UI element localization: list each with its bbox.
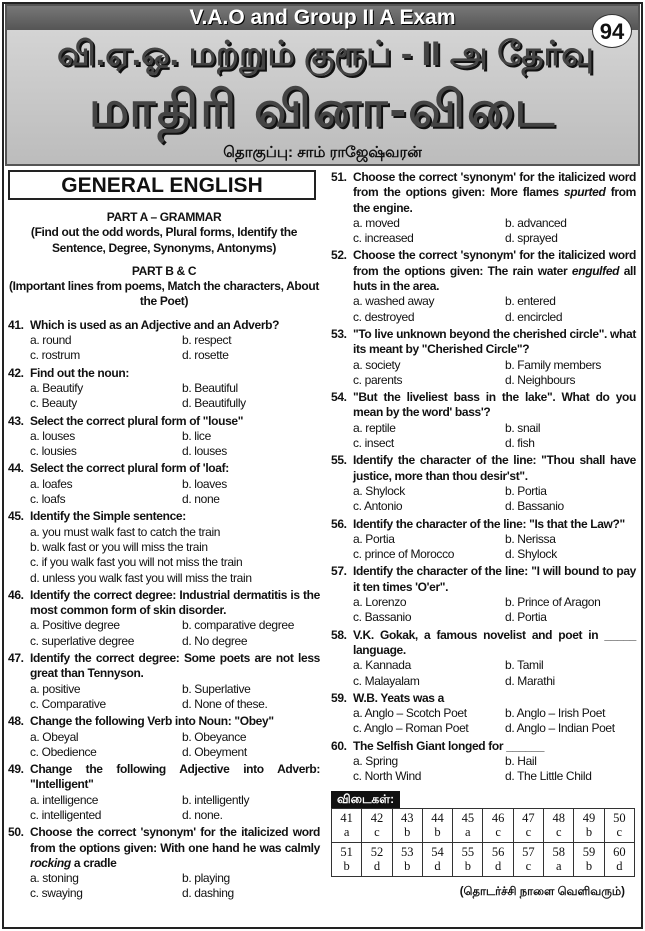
answer-cell <box>544 842 574 876</box>
question-item <box>8 762 320 823</box>
part-bc-heading <box>8 264 320 310</box>
answer-table <box>331 808 635 877</box>
question-body <box>353 327 636 358</box>
question-text <box>331 390 636 421</box>
option: c. swaying <box>30 886 83 901</box>
option: b. Beautiful <box>182 380 238 395</box>
option: b. playing <box>182 871 230 886</box>
question-number: 47. <box>8 651 24 666</box>
question-number: 57. <box>331 564 347 579</box>
question-body <box>30 714 320 729</box>
question-number: 42. <box>8 365 24 380</box>
part-a-heading <box>8 210 320 256</box>
question-number: 58. <box>331 627 347 642</box>
option: a. Kannada <box>353 658 411 673</box>
question-stem: Select the correct plural form of "louse" <box>30 413 244 428</box>
options <box>8 429 320 460</box>
question-stem: Choose the correct 'synonym' for the italicized word from the options given: With one hand he was calmly <box>30 825 320 855</box>
question-list-right <box>331 170 636 785</box>
options <box>331 294 636 325</box>
question-item <box>331 739 636 785</box>
answer-number: 58 <box>552 845 565 860</box>
italic-word: rocking <box>30 855 71 870</box>
answer-letter: b <box>404 825 411 840</box>
option: c. Anglo – Roman Poet <box>353 721 469 736</box>
option: a. positive <box>30 681 81 696</box>
question-text <box>331 517 636 532</box>
question-stem: Change the following Adjective into Adverb: "Intelligent" <box>30 762 320 792</box>
options <box>331 484 636 515</box>
question-item <box>331 170 636 246</box>
option: c. intelligented <box>30 807 102 822</box>
question-stem: "But the liveliest bass in the lake". What do you mean by the word' bass'? <box>353 390 636 420</box>
option: b. respect <box>182 333 232 348</box>
question-body <box>30 509 320 524</box>
answer-letter: d <box>373 859 381 874</box>
answer-number: 44 <box>431 811 444 826</box>
question-body <box>30 318 320 333</box>
options <box>331 754 636 785</box>
question-number: 46. <box>8 587 24 602</box>
answer-cell <box>513 808 543 842</box>
tamil-model-qa-title: மாதிரி வினா-விடை <box>88 81 557 137</box>
answer-number: 49 <box>582 811 596 826</box>
question-item <box>331 248 636 324</box>
answer-number: 41 <box>340 811 353 826</box>
question-stem: The Selfish Giant longed for ______ <box>353 738 545 753</box>
question-item <box>8 825 320 901</box>
option: a. reptile <box>353 420 396 435</box>
question-number: 53. <box>331 326 347 341</box>
question-text <box>8 714 320 729</box>
answer-cell <box>574 842 604 876</box>
answer-number: 57 <box>522 845 535 860</box>
option: a. intelligence <box>30 792 99 807</box>
option: d. Beautifully <box>182 396 246 411</box>
answer-cell <box>544 808 574 842</box>
answer-cell <box>392 808 422 842</box>
options <box>8 381 320 412</box>
question-text <box>8 414 320 429</box>
question-stem: Select the correct plural form of 'loaf: <box>30 461 229 476</box>
answer-key-label: விடைகள்: <box>331 791 400 808</box>
option: b. Tamil <box>505 658 544 673</box>
question-text <box>331 248 636 294</box>
question-text <box>331 327 636 358</box>
question-body <box>30 651 320 682</box>
answer-cell <box>332 842 362 876</box>
answer-letter: b <box>585 859 593 874</box>
question-number: 56. <box>331 516 347 531</box>
right-column <box>331 170 636 900</box>
answer-letter: a <box>555 859 562 874</box>
option: a. you must walk fast to catch the train <box>30 524 221 539</box>
question-stem: Which is used as an Adjective and an Adverb? <box>30 317 280 332</box>
question-item <box>8 366 320 412</box>
option: c. superlative degree <box>30 633 135 648</box>
question-number: 43. <box>8 413 24 428</box>
question-text <box>8 762 320 793</box>
options <box>331 595 636 626</box>
option: d. encircled <box>505 309 563 324</box>
answer-number: 59 <box>582 845 596 860</box>
answer-cell <box>422 842 452 876</box>
option: d. fish <box>505 436 535 451</box>
question-stem: W.B. Yeats was a <box>353 690 444 705</box>
question-stem: Identify the character of the line: "Thou shall have justice, more than thou desir'st". <box>353 453 636 483</box>
part-bc-desc: (Important lines from poems, Match the characters, About the Poet) <box>8 279 319 309</box>
answer-number: 47 <box>522 811 535 826</box>
options <box>8 793 320 824</box>
question-body <box>353 517 636 532</box>
option: a. Obeyal <box>30 729 79 744</box>
option: a. Spring <box>353 753 398 768</box>
answer-letter: c <box>525 859 532 874</box>
options <box>331 421 636 452</box>
question-number: 54. <box>331 390 347 405</box>
answer-letter: b <box>464 859 471 874</box>
answer-key <box>331 791 635 901</box>
options <box>8 730 320 761</box>
header-banner <box>5 4 640 166</box>
question-stem-end: from the engine. <box>353 185 636 215</box>
option: c. Antonio <box>353 499 403 514</box>
question-number: 45. <box>8 509 24 524</box>
answer-letter: c <box>525 825 532 840</box>
question-text <box>331 691 636 706</box>
question-text <box>8 825 320 871</box>
italic-word: spurted <box>563 185 606 200</box>
options <box>8 333 320 364</box>
question-stem: Identify the character of the line: "Is that the Law?" <box>353 516 625 531</box>
question-item <box>8 414 320 460</box>
answer-number: 45 <box>461 811 475 826</box>
option: c. if you walk fast you will not miss the train <box>30 555 243 570</box>
question-number: 41. <box>8 317 24 332</box>
option: c. insect <box>353 436 394 451</box>
option: c. North Wind <box>353 769 422 784</box>
answer-cell <box>422 808 452 842</box>
answer-number: 54 <box>431 845 444 860</box>
answer-number: 51 <box>340 845 353 860</box>
question-item <box>8 318 320 364</box>
options <box>331 706 636 737</box>
option: a. Portia <box>353 531 395 546</box>
part-a-desc: (Find out the odd words, Plural forms, Identify the Sentence, Degree, Synonyms, Antonyms) <box>30 225 298 255</box>
option: d. None of these. <box>182 696 268 711</box>
question-text <box>8 651 320 682</box>
option: b. intelligently <box>182 792 250 807</box>
answer-letter: a <box>343 825 350 840</box>
question-item <box>8 509 320 585</box>
answer-number: 52 <box>370 845 384 860</box>
question-text <box>331 170 636 216</box>
question-number: 50. <box>8 825 24 840</box>
question-body <box>353 170 636 216</box>
answer-letter: b <box>434 825 441 840</box>
option: c. Malayalam <box>353 673 420 688</box>
answer-number: 48 <box>552 811 565 826</box>
question-text <box>8 461 320 476</box>
options <box>8 682 320 713</box>
option: c. loafs <box>30 492 66 507</box>
option: b. Portia <box>505 483 547 498</box>
question-body <box>30 414 320 429</box>
question-stem: Identify the correct degree: Industrial dermatitis is the most common form of skin disorder. <box>30 587 320 618</box>
option: c. rostrum <box>30 348 80 363</box>
option: b. comparative degree <box>182 618 295 633</box>
answer-letter: b <box>343 859 350 874</box>
answer-number: 55 <box>461 845 475 860</box>
answer-cell <box>332 808 362 842</box>
answer-cell <box>453 842 483 876</box>
question-item <box>8 461 320 507</box>
question-number: 48. <box>8 714 24 729</box>
question-number: 52. <box>331 248 347 263</box>
answer-number: 56 <box>491 845 505 860</box>
options <box>8 477 320 508</box>
answer-row <box>332 808 635 842</box>
answer-letter: c <box>495 825 501 840</box>
option: a. round <box>30 333 72 348</box>
question-body <box>353 739 636 754</box>
question-number: 44. <box>8 461 24 476</box>
option: d. none <box>182 492 220 507</box>
question-stem: Identify the character of the line: "I will bound to pay it ten times 'O'er". <box>353 564 636 594</box>
option: b. Prince of Aragon <box>505 595 601 610</box>
answer-cell <box>483 808 513 842</box>
answer-cell <box>453 808 483 842</box>
question-stem: Choose the correct 'synonym' for the italicized word from the options given: More flames <box>353 170 636 200</box>
answer-letter: c <box>374 825 380 840</box>
option: c. parents <box>353 372 403 387</box>
answer-cell <box>513 842 543 876</box>
answer-letter: b <box>585 825 593 840</box>
question-stem: V.K. Gokak, a famous novelist and poet in _____ language. <box>353 627 636 657</box>
answer-number: 50 <box>613 811 626 826</box>
question-stem: Change the following Verb into Noun: "Obey" <box>30 714 274 729</box>
answer-letter: d <box>495 859 502 874</box>
option: d. rosette <box>182 348 229 363</box>
question-text <box>331 628 636 659</box>
option: b. Nerissa <box>505 531 556 546</box>
answer-letter: d <box>434 859 441 874</box>
answer-number: 53 <box>400 845 414 860</box>
option: d. No degree <box>182 633 248 648</box>
option: a. Anglo – Scotch Poet <box>353 706 467 721</box>
question-text <box>8 366 320 381</box>
question-text <box>331 453 636 484</box>
option: d. louses <box>182 444 227 459</box>
question-body <box>353 628 636 659</box>
option: c. prince of Morocco <box>353 547 455 562</box>
question-body <box>353 248 636 294</box>
option: a. loafes <box>30 476 73 491</box>
question-stem: Find out the noun: <box>30 365 129 380</box>
option: a. Positive degree <box>30 618 120 633</box>
question-number: 49. <box>8 762 24 777</box>
option: d. Obeyment <box>182 744 247 759</box>
question-text <box>8 588 320 619</box>
question-item <box>331 453 636 514</box>
question-item <box>331 691 636 737</box>
question-item <box>331 390 636 451</box>
option: c. lousies <box>30 444 77 459</box>
question-item <box>331 628 636 689</box>
answer-number: 43 <box>400 811 414 826</box>
option: d. dashing <box>182 886 234 901</box>
question-stem: Identify the correct degree: Some poets are not less great than Tennyson. <box>30 651 320 681</box>
option: a. Beautify <box>30 380 83 395</box>
question-body <box>30 825 320 871</box>
option: d. Bassanio <box>505 499 564 514</box>
option: d. sprayed <box>505 231 558 246</box>
question-list-left <box>8 318 320 902</box>
option: d. Anglo – Indian Poet <box>505 721 615 736</box>
answer-cell <box>574 808 604 842</box>
option: a. washed away <box>353 294 435 309</box>
option: b. Superlative <box>182 681 251 696</box>
answer-cell <box>483 842 513 876</box>
exam-title: V.A.O and Group II A Exam <box>7 6 638 30</box>
question-text <box>8 318 320 333</box>
answer-number: 42 <box>370 811 384 826</box>
question-item <box>8 651 320 712</box>
answer-letter: c <box>616 825 623 840</box>
left-column <box>8 170 320 904</box>
question-item <box>331 517 636 563</box>
tamil-exam-title: வி.ஏ.ஓ. மற்றும் குரூப் - II அ தேர்வு <box>57 35 594 73</box>
question-body <box>353 453 636 484</box>
option: c. Bassanio <box>353 610 412 625</box>
question-item <box>331 564 636 625</box>
answer-letter: b <box>404 859 411 874</box>
issue-number-badge: 94 <box>592 14 632 48</box>
question-item <box>8 588 320 649</box>
options <box>331 358 636 389</box>
option: b. lice <box>182 428 211 443</box>
option: a. stoning <box>30 871 79 886</box>
options <box>331 216 636 247</box>
option: b. Anglo – Irish Poet <box>505 706 606 721</box>
option: d. The Little Child <box>505 769 592 784</box>
answer-letter: c <box>555 825 562 840</box>
question-text <box>331 739 636 754</box>
option: b. entered <box>505 294 556 309</box>
option: d. Neighbours <box>505 372 576 387</box>
option: c. increased <box>353 231 414 246</box>
answer-letter: d <box>616 859 623 874</box>
answer-number: 60 <box>613 845 626 860</box>
option: b. snail <box>505 420 541 435</box>
option: a. society <box>353 357 401 372</box>
question-body <box>353 564 636 595</box>
option: b. Obeyance <box>182 729 247 744</box>
question-body <box>30 762 320 793</box>
question-stem-end: all huts in the area. <box>353 263 637 294</box>
options <box>8 525 320 586</box>
question-body <box>30 588 320 619</box>
italic-word: engulfed <box>571 263 620 278</box>
question-stem: Choose the correct 'synonym' for the italicized word from the options given: The rain water <box>353 248 636 278</box>
options <box>8 618 320 649</box>
option: d. Shylock <box>505 547 557 562</box>
option: c. Comparative <box>30 696 106 711</box>
option: d. unless you walk fast you will miss the train <box>30 570 252 585</box>
question-text <box>8 509 320 524</box>
options <box>8 871 320 902</box>
question-stem-end: a cradle <box>70 855 117 870</box>
option: c. Obedience <box>30 744 97 759</box>
answer-cell <box>604 842 634 876</box>
answer-cell <box>362 808 392 842</box>
question-body <box>30 366 320 381</box>
compiler-credit: தொகுப்பு: சாம் ராஜேஷ்வரன் <box>223 144 422 161</box>
option: a. moved <box>353 215 400 230</box>
part-bc-title: PART B & C <box>131 263 197 278</box>
question-body <box>353 390 636 421</box>
option: a. Lorenzo <box>353 595 407 610</box>
continued-note: (தொடர்ச்சி நாளை வெளிவரும்) <box>459 885 625 898</box>
question-text <box>331 564 636 595</box>
answer-row <box>332 842 635 876</box>
part-a-title: PART A – GRAMMAR <box>106 210 222 224</box>
option: b. Family members <box>505 357 602 372</box>
section-title: GENERAL ENGLISH <box>8 170 316 200</box>
option: a. louses <box>30 428 75 443</box>
question-number: 55. <box>331 453 347 468</box>
option: b. advanced <box>505 215 567 230</box>
option: b. loaves <box>182 476 227 491</box>
options <box>331 658 636 689</box>
question-number: 60. <box>331 738 347 753</box>
option: d. Marathi <box>505 673 555 688</box>
option: c. destroyed <box>353 309 415 324</box>
answer-letter: a <box>465 825 471 840</box>
question-number: 51. <box>331 170 347 184</box>
question-stem: "To live unknown beyond the cherished circle". what its meant by "Cherished Circle"? <box>353 326 636 357</box>
answer-number: 46 <box>491 811 505 826</box>
question-item <box>8 714 320 760</box>
options <box>331 532 636 563</box>
question-number: 59. <box>331 690 347 705</box>
option: d. none. <box>182 807 223 822</box>
question-stem: Identify the Simple sentence: <box>30 509 186 524</box>
option: b. walk fast or you will miss the train <box>30 539 208 554</box>
question-body <box>30 461 320 476</box>
question-body <box>353 691 636 706</box>
option: a. Shylock <box>353 483 405 498</box>
answer-cell <box>362 842 392 876</box>
answer-cell <box>604 808 634 842</box>
question-item <box>331 327 636 388</box>
option: d. Portia <box>505 610 547 625</box>
option: b. Hail <box>505 753 537 768</box>
answer-cell <box>392 842 422 876</box>
option: c. Beauty <box>30 396 77 411</box>
